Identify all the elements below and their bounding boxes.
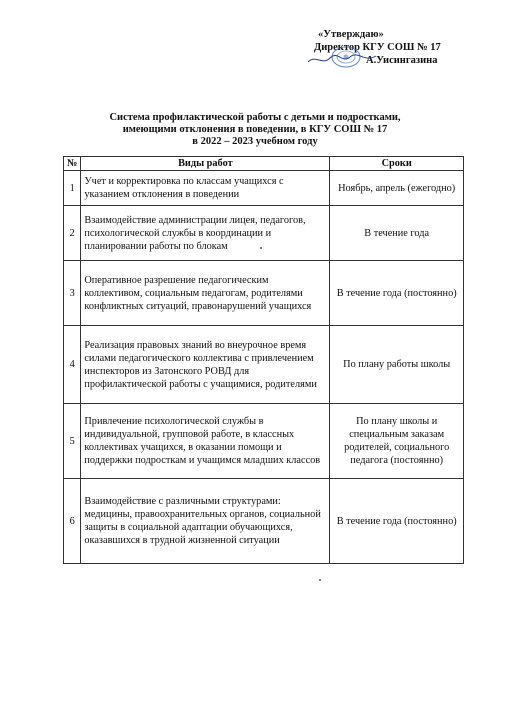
row-number: 5	[64, 404, 81, 479]
title-line-1: Система профилактической работы с детьми и подростками,	[109, 112, 401, 123]
table-header-row	[64, 157, 464, 171]
scan-speck	[260, 247, 262, 249]
row-work: Привлечение психологической службы в индивидуальной, групповой работе, в классных коллективах учащихся, в оказании помощи и поддержки подросткам и учащимся младших классов	[81, 404, 330, 479]
row-work: Взаимодействие администрации лицея, педагогов, психологической службы в координации и планировании работы по блокам	[81, 206, 330, 261]
work-plan-table	[63, 156, 464, 564]
title-line-3: в 2022 – 2023 учебном году	[192, 136, 318, 147]
approval-heading: «Утверждаю»	[318, 29, 384, 40]
row-number: 4	[64, 326, 81, 404]
director-position: Директор КГУ СОШ № 17	[314, 42, 441, 53]
table-row	[64, 326, 464, 404]
row-term: По плану работы школы	[330, 326, 464, 404]
row-term: В течение года (постоянно)	[330, 479, 464, 564]
header-terms: Сроки	[330, 157, 464, 171]
document-title	[60, 112, 450, 148]
row-term: В течение года	[330, 206, 464, 261]
signature	[306, 52, 378, 68]
row-term: Ноябрь, апрель (ежегодно)	[330, 171, 464, 206]
table-row	[64, 404, 464, 479]
row-work: Учет и корректировка по классам учащихся с указанием отклонения в поведении	[81, 171, 330, 206]
row-term: В течение года (постоянно)	[330, 261, 464, 326]
row-work: Оперативное разрешение педагогическим коллективом, социальным педагогам, родителями конфликтных ситуаций, правонарушений учащихся	[81, 261, 330, 326]
row-number: 6	[64, 479, 81, 564]
header-number: №	[64, 157, 81, 171]
row-term: По плану школы и специальным заказам родителей, социального педагога (постоянно)	[330, 404, 464, 479]
scan-speck	[319, 579, 321, 581]
row-number: 1	[64, 171, 81, 206]
row-number: 3	[64, 261, 81, 326]
director-name: А.Уисингазина	[366, 55, 438, 66]
table-row	[64, 206, 464, 261]
row-work: Взаимодействие с различными структурами: медицины, правоохранительных органов, социальной защиты в социальной адаптации обучающихся, оказавшихся в трудной жизненной ситуации	[81, 479, 330, 564]
title-line-2: имеющими отклонения в поведении, в КГУ СОШ № 17	[122, 124, 388, 135]
table-row	[64, 171, 464, 206]
header-work-types: Виды работ	[81, 157, 330, 171]
table-row	[64, 479, 464, 564]
row-number: 2	[64, 206, 81, 261]
table-row	[64, 261, 464, 326]
row-work: Реализация правовых знаний во внеурочное время силами педагогического коллектива с привлечением инспекторов из Затонского РОВД для профилактической работы с учащимися, родителями	[81, 326, 330, 404]
